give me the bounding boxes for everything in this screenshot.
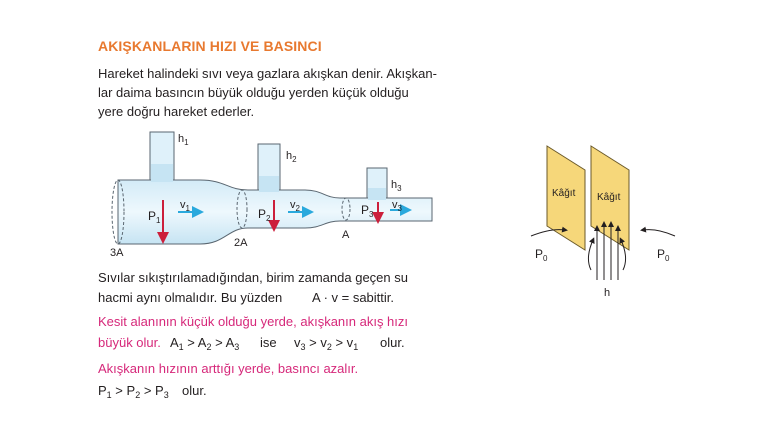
height-label-1: $h_1$ xyxy=(178,133,189,147)
pipe-flow-diagram xyxy=(100,128,440,260)
olur-2: olur. xyxy=(182,383,207,398)
ise-word: ise xyxy=(260,335,277,350)
air-h-label: h xyxy=(604,287,611,299)
pink-line-3: Akışkanın hızının arttığı yerde, basıncı azalır. xyxy=(98,361,359,376)
height-label-3: $h_3$ xyxy=(391,179,402,193)
paper-label-right: Kâğıt xyxy=(597,192,621,203)
p0-label-left: $P_0$ xyxy=(535,247,548,263)
para1-line-2: hacmi aynı olmalıdır. Bu yüzden xyxy=(98,290,283,305)
pink-line-2: büyük olur. xyxy=(98,335,161,350)
pressure-label-2: $P_2$ xyxy=(258,207,271,223)
pink-line-1: Kesit alanının küçük olduğu yerde, akışkanın akış hızı xyxy=(98,314,409,329)
velocity-inequality: $v_3 > v_2 > v_1$ xyxy=(294,335,359,352)
air-curve-left xyxy=(588,240,593,270)
intro-paragraph xyxy=(98,64,450,121)
area-inequality: $A_1 > A_2 > A_3$ xyxy=(170,335,240,352)
pressure-label-1: $P_1$ xyxy=(148,209,161,225)
section-title: AKIŞKANLARIN HIZI VE BASINCI xyxy=(98,38,322,54)
pressure-label-3: $P_3$ xyxy=(361,203,374,219)
para1-formula: A · v = sabittir. xyxy=(312,290,395,305)
velocity-label-2: $v_2$ xyxy=(290,199,300,213)
area-label-a: A xyxy=(342,229,350,241)
intro-line-1: Hareket halindeki sıvı veya gazlara akışkan denir. Akışkan- xyxy=(98,66,437,81)
pressure-arrow-right xyxy=(643,230,675,236)
p0-label-right: $P_0$ xyxy=(657,247,670,263)
velocity-label-1: $v_1$ xyxy=(180,199,190,213)
para1-line-1: Sıvılar sıkıştırılamadığından, birim zamanda geçen su xyxy=(98,270,408,285)
intro-line-3: yere doğru hareket ederler. xyxy=(98,104,255,119)
area-label-3a: 3A xyxy=(110,247,124,259)
area-label-2a: 2A xyxy=(234,237,248,249)
height-label-2: $h_2$ xyxy=(286,150,297,164)
pressure-inequality: $P_1 > P_2 > P_3$ xyxy=(98,383,169,400)
velocity-label-3: $v_3$ xyxy=(392,199,402,213)
paper-blow-diagram xyxy=(525,140,695,300)
olur-1: olur. xyxy=(380,335,405,350)
intro-line-2: lar daima basıncın büyük olduğu yerden küçük olduğu xyxy=(98,85,409,100)
paper-label-left: Kâğıt xyxy=(552,188,576,199)
